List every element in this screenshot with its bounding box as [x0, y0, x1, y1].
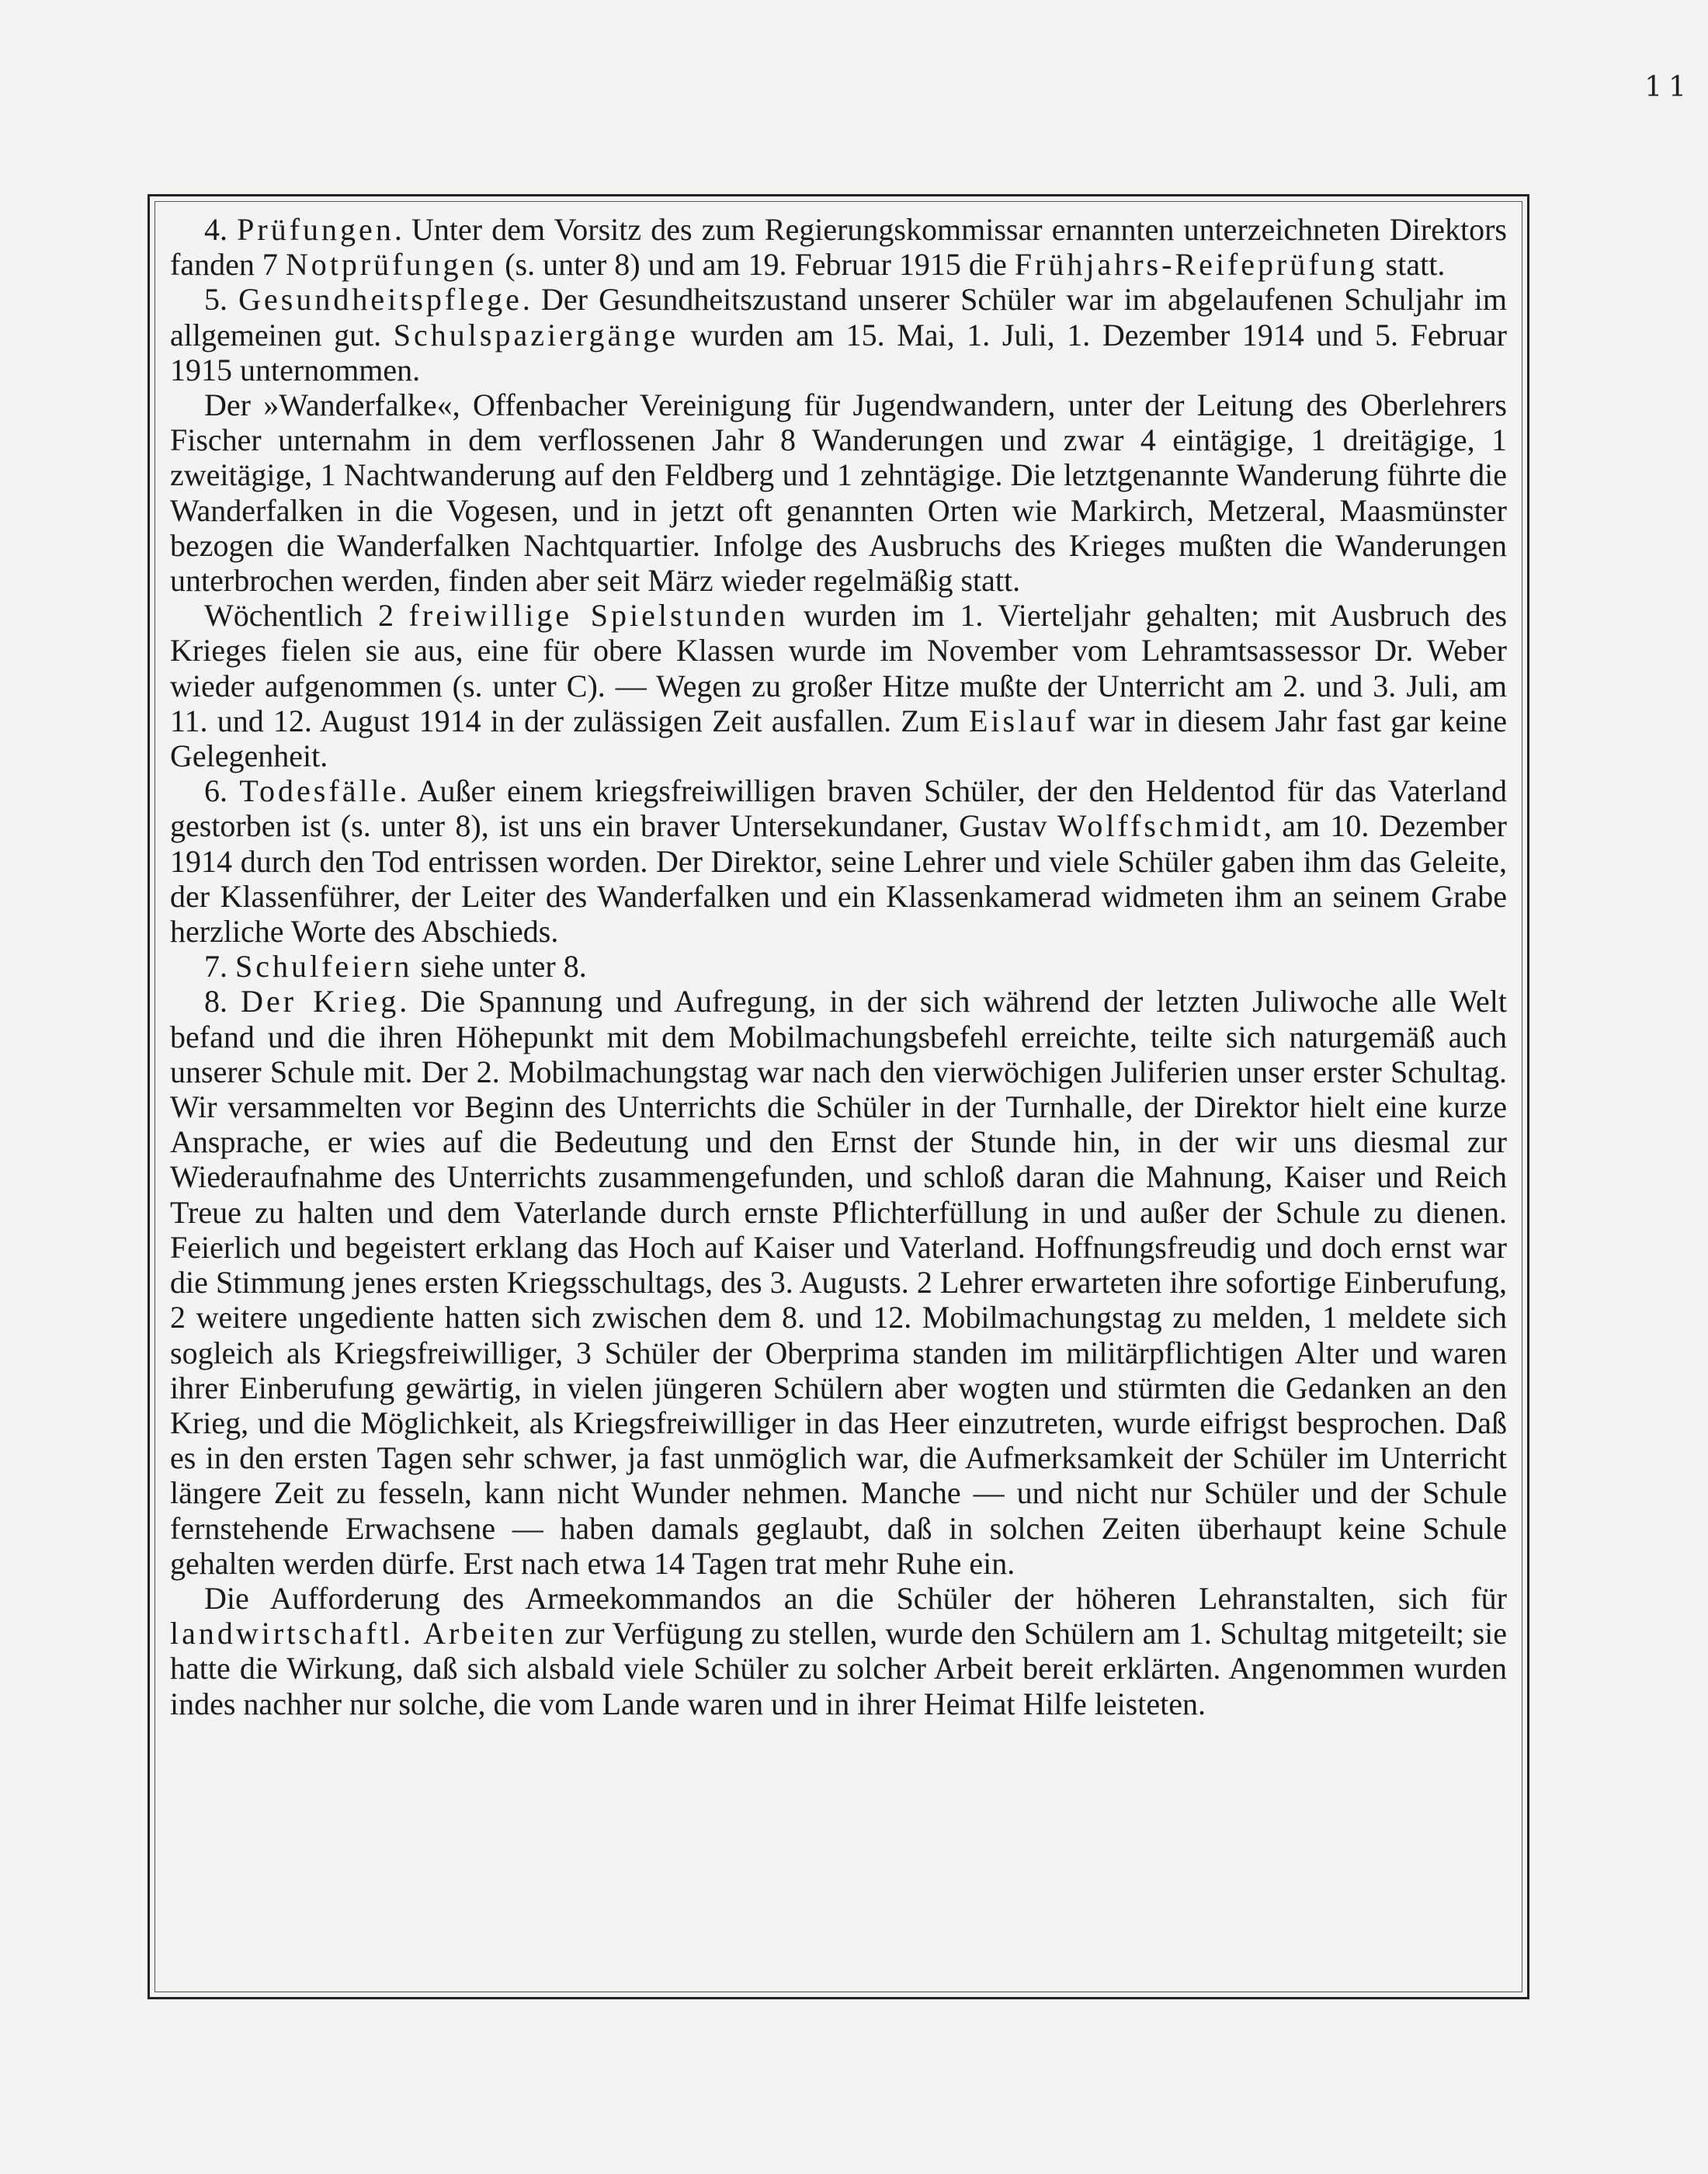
spaced-emphasis: Der Krieg [241, 984, 400, 1019]
text-run: , am 10. Dezember 1914 durch den Tod entrissen worden. Der Direktor, seine Lehrer und viele Schüler gaben ihm das Geleite, der Klassenführer, der Leiter des Wanderfalken und ein Klassenkamerad widmeten ihm an seinem Grabe herzliche Worte des Abschieds. [170, 808, 1508, 950]
spaced-emphasis: Eislauf [968, 703, 1079, 738]
paragraph [170, 282, 1507, 387]
text-run: siehe unter 8. [412, 949, 587, 985]
paragraph [170, 1581, 1507, 1721]
text-run: 5. [204, 282, 239, 318]
paragraph [170, 773, 1507, 949]
text-run: zur Verfügung zu stellen, wurde den Schülern am 1. Schultag mitgeteilt; sie hatte die Wirkung, daß sich alsbald viele Schüler zu solcher Arbeit bereit erklärten. Angenommen wurden indes nachher nur solche, die vom Lande waren und in ihrer Heimat Hilfe leisteten. [170, 1616, 1508, 1721]
spaced-emphasis: Gesundheitspflege [238, 282, 522, 318]
paragraph [170, 984, 1507, 1580]
spaced-emphasis: Todesfälle [239, 773, 400, 809]
text-run: . Unter dem Vorsitz des zum Regierungskommissar ernannten unterzeichneten Direktors fanden 7 [170, 212, 1507, 283]
text-run: . Außer einem kriegsfreiwilligen braven Schüler, der den Heldentod für das Vaterland gestorben ist (s. unter 8), ist uns ein braver Untersekundaner, Gustav [170, 773, 1507, 844]
text-run: . Der Gesundheitszustand unserer Schüler war im abgelaufenen Schuljahr im allgemeinen gut. [170, 282, 1507, 352]
text-run: wurden am 15. Mai, 1. Juli, 1. Dezember 1914 und 5. Februar 1915 unternommen. [170, 317, 1507, 387]
spaced-emphasis: Prüfungen [237, 212, 394, 247]
spaced-emphasis: Frühjahrs-Reifeprüfung [1014, 247, 1378, 283]
text-run: statt. [1377, 247, 1446, 283]
spaced-emphasis: freiwillige Spielstunden [408, 598, 789, 634]
text-run: 4. [204, 212, 238, 247]
paragraph [170, 598, 1507, 773]
text-run: (s. unter 8) und am 19. Februar 1915 die [497, 247, 1015, 283]
text-run: war in diesem Jahr fast gar keine Gelegenheit. [170, 703, 1507, 774]
spaced-emphasis: Notprüfungen [285, 247, 498, 283]
text-frame [148, 194, 1529, 1999]
paragraph [170, 212, 1507, 282]
report-text-block [170, 212, 1507, 1721]
text-run: 8. [204, 984, 241, 1019]
page-number: 11 [1644, 71, 1692, 103]
spaced-emphasis: Schulspaziergänge [393, 317, 679, 352]
text-run: Der »Wanderfalke«, Offenbacher Vereinigung für Jugendwandern, unter der Leitung des Oberlehrers Fischer unternahm in dem verflossenen Jahr 8 Wanderungen und zwar 4 eintägige, 1 dreitägige, 1 zweitägige, 1 Nachtwanderung auf den Feldberg und 1 zehntägige. Die letztgenannte Wanderung führte die Wanderfalken in die Vogesen, und in jetzt oft genannten Orten wie Markirch, Metzeral, Maasmünster bezogen die Wanderfalken Nachtquartier. Infolge des Ausbruchs des Krieges mußten die Wanderungen unterbrochen werden, finden aber seit März wieder regelmäßig statt. [170, 387, 1507, 599]
spaced-emphasis: Schulfeiern [235, 949, 413, 985]
spaced-emphasis: Wolffschmidt [1057, 808, 1265, 844]
paragraph [170, 387, 1507, 598]
text-run: Die Aufforderung des Armeekommandos an die Schüler der höheren Lehranstalten, sich für [204, 1580, 1507, 1616]
paragraph [170, 949, 1507, 984]
text-run: 7. [204, 949, 235, 985]
text-run: wurden im 1. Vierteljahr gehalten; mit Ausbruch des Krieges fielen sie aus, eine für obere Klassen wurde im November vom Lehramtsassessor Dr. Weber wieder aufgenommen (s. unter C). — Wegen zu großer Hitze mußte der Unterricht am 2. und 3. Juli, am 11. und 12. August 1914 in der zulässigen Zeit ausfallen. Zum [170, 598, 1508, 738]
text-run: Wöchentlich 2 [204, 598, 409, 634]
text-run: 6. [204, 773, 240, 809]
text-run: . Die Spannung und Aufregung, in der sich während der letzten Juliwoche alle Welt befand und die ihren Höhepunkt mit dem Mobilmachungsbefehl erreichte, teilte sich naturgemäß auch unserer Schule mit. Der 2. Mobilmachungstag war nach den vierwöchigen Juliferien unser erster Schultag. Wir versammelten vor Beginn des Unterrichts die Schüler in der Turnhalle, der Direktor hielt eine kurze Ansprache, er wies auf die Bedeutung und den Ernst der Stunde hin, in der wir uns diesmal zur Wiederaufnahme des Unterrichts zusammengefunden, und schloß daran die Mahnung, Kaiser und Reich Treue zu halten und dem Vaterlande durch ernste Pflichterfüllung in und außer der Schule zu dienen. Feierlich und begeistert erklang das Hoch auf Kaiser und Vaterland. Hoffnungsfreudig und doch ernst war die Stimmung jenes ersten Kriegsschultags, des 3. Augusts. 2 Lehrer erwarteten ihre sofortige Einberufung, 2 weitere ungediente hatten sich zwischen dem 8. und 12. Mobilmachungstag zu melden, 1 meldete sich sogleich als Kriegsfreiwilliger, 3 Schüler der Oberprima standen im militärpflichtigen Alter und waren ihrer Einberufung gewärtig, in vielen jüngeren Schülern aber wogten und stürmten die Gedanken an den Krieg, und die Möglichkeit, als Kriegsfreiwilliger in das Heer einzutreten, wurde eifrigst besprochen. Daß es in den ersten Tagen sehr schwer, ja fast unmöglich war, die Aufmerksamkeit der Schüler im Unterricht längere Zeit zu fesseln, kann nicht Wunder nehmen. Manche — und nicht nur Schüler und der Schule fernstehende Erwachsene — haben damals geglaubt, daß in solchen Zeiten überhaupt keine Schule gehalten werden dürfe. Erst nach etwa 14 Tagen trat mehr Ruhe ein. [170, 984, 1507, 1581]
spaced-emphasis: landwirtschaftl. Arbeiten [170, 1616, 557, 1651]
